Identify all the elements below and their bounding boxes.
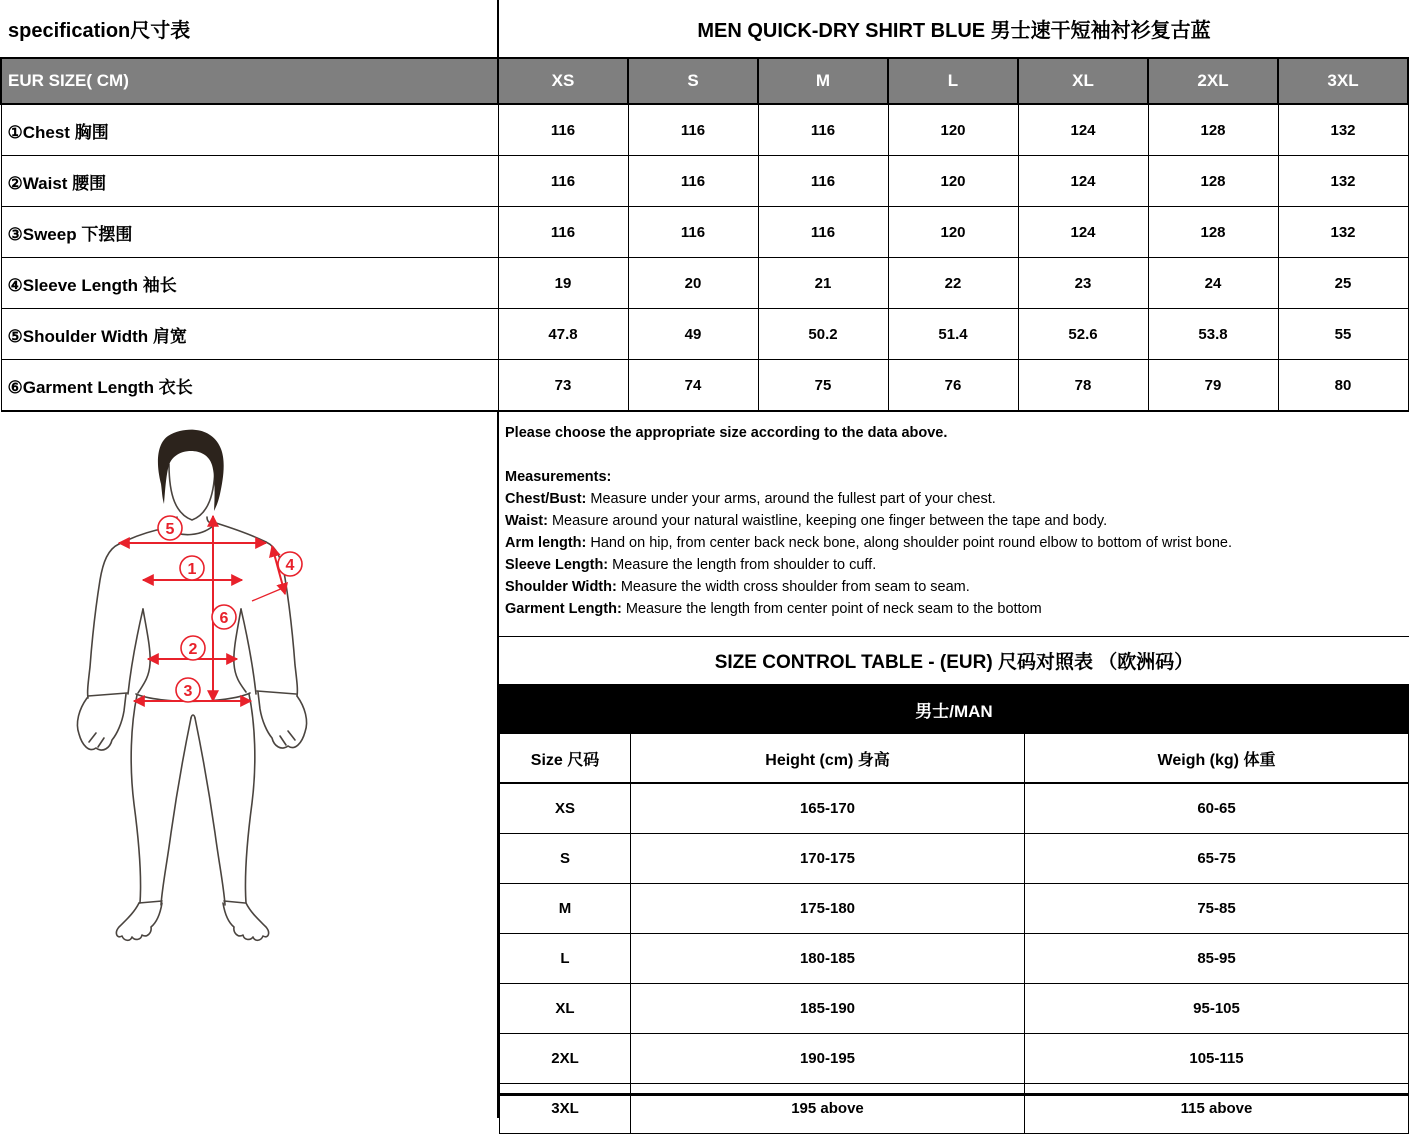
callout-4: 4 bbox=[285, 557, 295, 574]
control-row-3xl bbox=[500, 1084, 1409, 1134]
cell-value: 116 bbox=[628, 156, 758, 207]
guide-desc: Measure the length from center point of neck seam to the bottom bbox=[625, 601, 1042, 617]
table-row-shoulder-width bbox=[1, 309, 1408, 360]
cell-value: 21 bbox=[758, 258, 888, 309]
callout-2: 2 bbox=[188, 641, 198, 658]
cell-value: 124 bbox=[1018, 207, 1148, 258]
cell-value: 75 bbox=[758, 360, 888, 412]
size-table bbox=[0, 59, 1409, 412]
control-row-l bbox=[500, 934, 1409, 984]
control-header-row bbox=[500, 734, 1409, 784]
guide-term: Sleeve Length: bbox=[505, 557, 609, 573]
row-label-shoulder-width: ⑤Shoulder Width 肩宽 bbox=[1, 309, 498, 360]
hair bbox=[158, 430, 224, 511]
cell-value: 132 bbox=[1278, 104, 1408, 156]
sleeve-leader-line bbox=[252, 588, 283, 601]
guide-item-waist bbox=[505, 510, 1399, 532]
guide-term: Chest/Bust: bbox=[505, 491, 587, 507]
guide-item-shoulder-width bbox=[505, 576, 1399, 598]
col-weight: Weigh (kg) 体重 bbox=[1025, 734, 1409, 784]
cell-height: 185-190 bbox=[631, 984, 1025, 1034]
control-row-m bbox=[500, 884, 1409, 934]
eur-size-header: EUR SIZE( CM) bbox=[1, 59, 498, 104]
cell-weight: 85-95 bbox=[1025, 934, 1409, 984]
col-height: Height (cm) 身高 bbox=[631, 734, 1025, 784]
callout-3: 3 bbox=[183, 683, 193, 700]
cell-value: 78 bbox=[1018, 360, 1148, 412]
size-col-3xl: 3XL bbox=[1278, 59, 1408, 104]
size-col-xl: XL bbox=[1018, 59, 1148, 104]
cell-value: 74 bbox=[628, 360, 758, 412]
size-control-title: SIZE CONTROL TABLE - (EUR) 尺码对照表 （欧洲码） bbox=[499, 637, 1409, 685]
cell-value: 124 bbox=[1018, 156, 1148, 207]
cell-value: 120 bbox=[888, 207, 1018, 258]
cell-weight: 115 above bbox=[1025, 1084, 1409, 1134]
measurement-figure bbox=[0, 412, 497, 1118]
size-control-table bbox=[499, 733, 1409, 1134]
row-label-waist: ②Waist 腰围 bbox=[1, 156, 498, 207]
cell-value: 116 bbox=[498, 104, 628, 156]
measuring-guide bbox=[499, 412, 1409, 637]
cell-value: 50.2 bbox=[758, 309, 888, 360]
control-row-xs bbox=[500, 783, 1409, 834]
size-col-xs: XS bbox=[498, 59, 628, 104]
control-row-xl bbox=[500, 984, 1409, 1034]
callout-1: 1 bbox=[187, 561, 197, 578]
cell-weight: 75-85 bbox=[1025, 884, 1409, 934]
size-table-header-row bbox=[1, 59, 1408, 104]
guide-desc: Measure under your arms, around the fullest part of your chest. bbox=[590, 491, 996, 507]
cell-value: 128 bbox=[1148, 156, 1278, 207]
col-size: Size 尺码 bbox=[500, 734, 631, 784]
size-col-m: M bbox=[758, 59, 888, 104]
row-label-sleeve-length: ④Sleeve Length 袖长 bbox=[1, 258, 498, 309]
cell-value: 51.4 bbox=[888, 309, 1018, 360]
cell-value: 22 bbox=[888, 258, 1018, 309]
cell-height: 195 above bbox=[631, 1084, 1025, 1134]
cell-size: L bbox=[500, 934, 631, 984]
cell-value: 116 bbox=[628, 104, 758, 156]
table-row-waist bbox=[1, 156, 1408, 207]
control-row-2xl bbox=[500, 1034, 1409, 1084]
cell-height: 180-185 bbox=[631, 934, 1025, 984]
guide-intro: Please choose the appropriate size according to the data above. bbox=[505, 425, 948, 441]
size-col-l: L bbox=[888, 59, 1018, 104]
cell-value: 116 bbox=[628, 207, 758, 258]
guide-desc: Hand on hip, from center back neck bone, along shoulder point round elbow to bottom of wrist bone. bbox=[590, 535, 1232, 551]
guide-term: Waist: bbox=[505, 513, 548, 529]
cell-height: 165-170 bbox=[631, 783, 1025, 834]
cell-value: 116 bbox=[498, 156, 628, 207]
cell-value: 55 bbox=[1278, 309, 1408, 360]
spec-title: specification尺寸表 bbox=[8, 20, 191, 42]
cell-size: 2XL bbox=[500, 1034, 631, 1084]
guide-desc: Measure the width cross shoulder from seam to seam. bbox=[620, 579, 970, 595]
cell-value: 120 bbox=[888, 156, 1018, 207]
cell-size: 3XL bbox=[500, 1084, 631, 1134]
table-row-garment-length bbox=[1, 360, 1408, 412]
cell-height: 190-195 bbox=[631, 1034, 1025, 1084]
title-row bbox=[0, 0, 1409, 59]
table-row-chest bbox=[1, 104, 1408, 156]
cell-value: 116 bbox=[758, 207, 888, 258]
cell-weight: 60-65 bbox=[1025, 783, 1409, 834]
callout-5: 5 bbox=[165, 521, 175, 538]
cell-weight: 95-105 bbox=[1025, 984, 1409, 1034]
cell-value: 80 bbox=[1278, 360, 1408, 412]
guide-term: Garment Length: bbox=[505, 601, 622, 617]
cell-value: 49 bbox=[628, 309, 758, 360]
guide-term: Arm length: bbox=[505, 535, 587, 551]
cell-height: 175-180 bbox=[631, 884, 1025, 934]
cell-size: S bbox=[500, 834, 631, 884]
cell-value: 132 bbox=[1278, 207, 1408, 258]
cell-value: 24 bbox=[1148, 258, 1278, 309]
cell-value: 52.6 bbox=[1018, 309, 1148, 360]
cell-value: 25 bbox=[1278, 258, 1408, 309]
control-table-wrap bbox=[499, 733, 1409, 1118]
guide-item-chest bbox=[505, 488, 1399, 510]
row-label-garment-length: ⑥Garment Length 衣长 bbox=[1, 360, 498, 412]
cell-value: 124 bbox=[1018, 104, 1148, 156]
guide-desc: Measure around your natural waistline, keeping one finger between the tape and body. bbox=[551, 513, 1108, 529]
cell-value: 132 bbox=[1278, 156, 1408, 207]
row-label-sweep: ③Sweep 下摆围 bbox=[1, 207, 498, 258]
bottom-section bbox=[0, 412, 1409, 1117]
cell-weight: 105-115 bbox=[1025, 1034, 1409, 1084]
cell-size: XL bbox=[500, 984, 631, 1034]
cell-value: 53.8 bbox=[1148, 309, 1278, 360]
cell-value: 20 bbox=[628, 258, 758, 309]
guide-desc: Measure the length from shoulder to cuff. bbox=[612, 557, 877, 573]
cell-value: 76 bbox=[888, 360, 1018, 412]
cell-value: 120 bbox=[888, 104, 1018, 156]
cell-size: M bbox=[500, 884, 631, 934]
size-col-s: S bbox=[628, 59, 758, 104]
guide-item-garment-length bbox=[505, 598, 1399, 620]
cell-value: 73 bbox=[498, 360, 628, 412]
guide-item-arm-length bbox=[505, 532, 1399, 554]
cell-size: XS bbox=[500, 783, 631, 834]
measurements-heading: Measurements: bbox=[505, 469, 612, 485]
cell-value: 128 bbox=[1148, 104, 1278, 156]
measurement-arrows bbox=[119, 516, 302, 702]
cell-value: 128 bbox=[1148, 207, 1278, 258]
cell-value: 79 bbox=[1148, 360, 1278, 412]
table-row-sleeve-length bbox=[1, 258, 1408, 309]
row-label-chest: ①Chest 胸围 bbox=[1, 104, 498, 156]
cell-value: 116 bbox=[758, 156, 888, 207]
callout-6: 6 bbox=[219, 610, 229, 627]
guide-item-sleeve-length bbox=[505, 554, 1399, 576]
product-title: MEN QUICK-DRY SHIRT BLUE 男士速干短袖衬衫复古蓝 bbox=[497, 0, 1409, 57]
man-group-bar: 男士/MAN bbox=[499, 685, 1409, 733]
cell-value: 19 bbox=[498, 258, 628, 309]
cell-value: 47.8 bbox=[498, 309, 628, 360]
cell-height: 170-175 bbox=[631, 834, 1025, 884]
cell-value: 116 bbox=[758, 104, 888, 156]
guide-term: Shoulder Width: bbox=[505, 579, 617, 595]
control-row-s bbox=[500, 834, 1409, 884]
cell-weight: 65-75 bbox=[1025, 834, 1409, 884]
size-col-2xl: 2XL bbox=[1148, 59, 1278, 104]
figure-panel bbox=[0, 412, 497, 1118]
cell-value: 116 bbox=[498, 207, 628, 258]
right-panel bbox=[497, 412, 1409, 1118]
cell-value: 23 bbox=[1018, 258, 1148, 309]
table-row-sweep bbox=[1, 207, 1408, 258]
